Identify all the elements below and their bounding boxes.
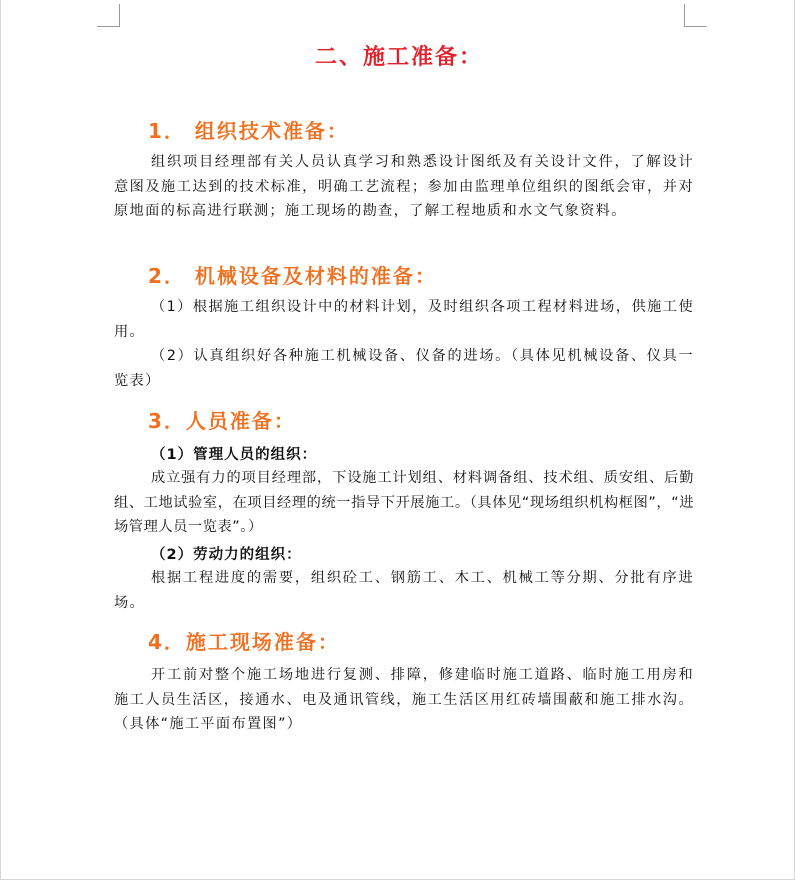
section-heading-3: 3．人员准备：: [148, 409, 296, 433]
section-4-paragraph: 开工前对整个施工场地进行复测、排障，修建临时施工道路、临时施工用房和施工人员生活区，接通水、电及通讯管线，施工生活区用红砖墙围蔽和施工排水沟。（具体“施工平面布置图”）: [114, 667, 694, 732]
subsection-management-paragraph: 成立强有力的项目经理部，下设施工计划组、材料调备组、技术组、质安组、后勤组、工地试验室，在项目经理的统一指导下开展施工。（具体见“现场组织机构框图”，“进场管理人员一览表”。）: [114, 470, 694, 535]
section-heading-2: 2． 机械设备及材料的准备：: [148, 264, 437, 288]
subsection-heading-management: （1）管理人员的组织：: [151, 447, 318, 463]
section-2-paragraph-1: （1）根据施工组织设计中的材料计划，及时组织各项工程材料进场，供施工使用。: [114, 299, 694, 340]
section-1-paragraph: 组织项目经理部有关人员认真学习和熟悉设计图纸及有关设计文件，了解设计意图及施工达到的技术标准，明确工艺流程；参加由监理单位组织的图纸会审，并对原地面的标高进行联测；施工现场的勘查，了解工程地质和水文气象资料。: [114, 154, 694, 219]
section-heading-4: 4．施工现场准备：: [148, 630, 340, 654]
section-heading-1: 1． 组织技术准备：: [148, 119, 349, 143]
margin-corner-mark-left: [97, 4, 120, 27]
subsection-heading-labor: （2）劳动力的组织：: [151, 547, 302, 563]
subsection-labor-paragraph: 根据工程进度的需要，组织砼工、钢筋工、木工、机械工等分期、分批有序进场。: [114, 570, 694, 611]
section-2-paragraph-2: （2）认真组织好各种施工机械设备、仪备的进场。（具体见机械设备、仪具一览表）: [114, 348, 694, 389]
page-title: 二、施工准备：: [314, 45, 483, 70]
margin-corner-mark-right: [684, 4, 707, 27]
